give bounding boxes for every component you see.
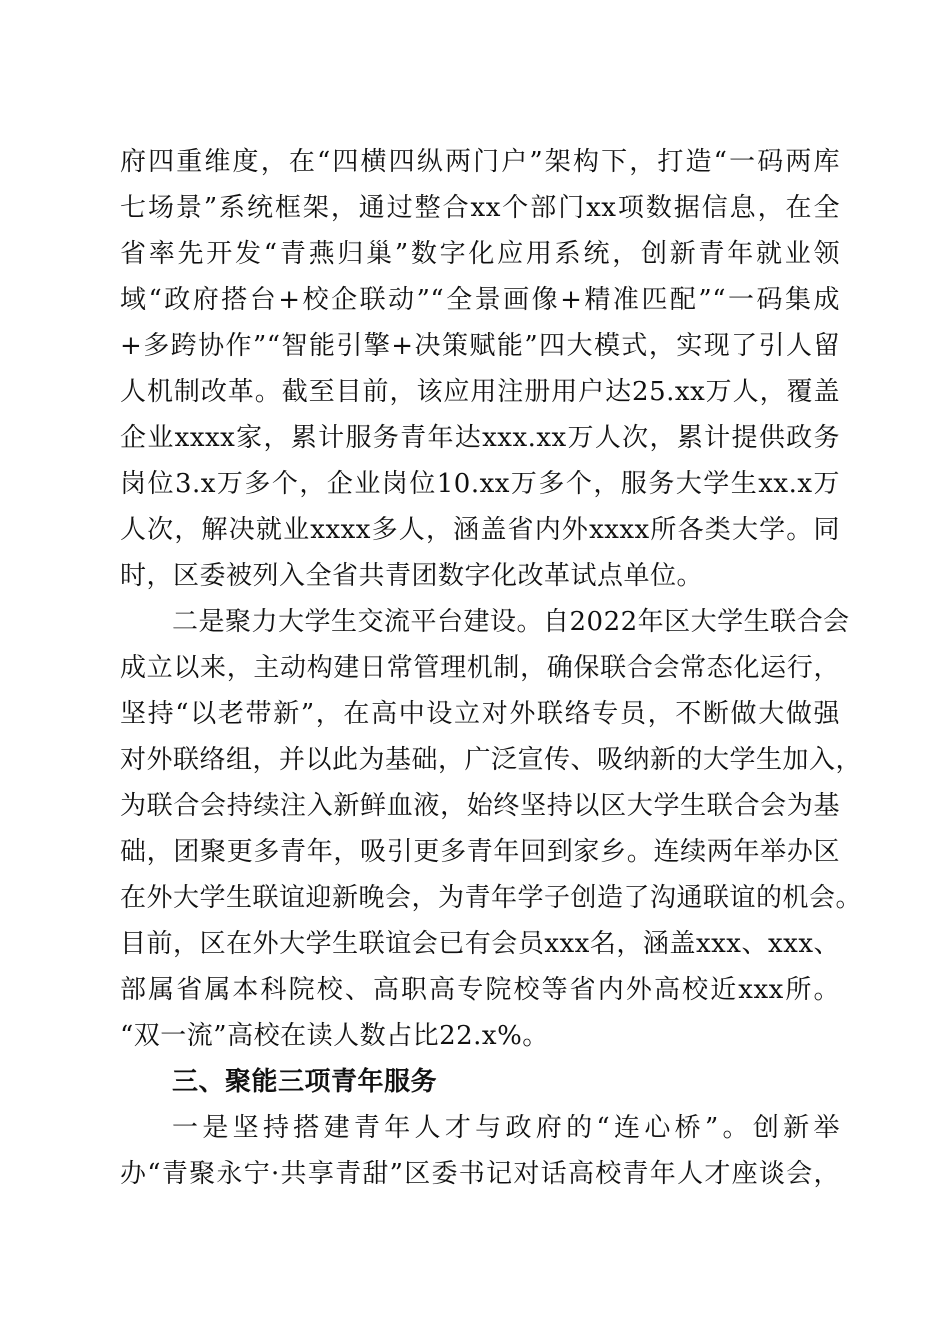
paragraph-line: 企业xxxx家，累计服务青年达xxx.xx万人次，累计提供政务 bbox=[120, 423, 840, 453]
paragraph-line: 人机制改革。截至目前，该应用注册用户达25.xx万人，覆盖 bbox=[120, 377, 840, 407]
paragraph-line: 七场景”系统框架，通过整合xx个部门xx项数据信息，在全 bbox=[120, 193, 840, 223]
paragraph-first-line: 二是聚力大学生交流平台建设。自2022年区大学生联合会 bbox=[172, 607, 850, 637]
paragraph-first-line: 一是坚持搭建青年人才与政府的“连心桥”。创新举 bbox=[172, 1113, 840, 1143]
paragraph-line: 府四重维度，在“四横四纵两门户”架构下，打造“一码两库 bbox=[120, 147, 840, 177]
paragraph-line: 成立以来，主动构建日常管理机制，确保联合会常态化运行， bbox=[120, 653, 840, 683]
paragraph-line: 础，团聚更多青年，吸引更多青年回到家乡。连续两年举办区 bbox=[120, 837, 840, 867]
paragraph-line: 部属省属本科院校、高职高专院校等省内外高校近xxx所。 bbox=[120, 975, 840, 1005]
paragraph-line: 办“青聚永宁·共享青甜”区委书记对话高校青年人才座谈会， bbox=[120, 1159, 840, 1189]
paragraph-line: 岗位3.x万多个，企业岗位10.xx万多个，服务大学生xx.x万 bbox=[120, 469, 840, 499]
paragraph-line: 省率先开发“青燕归巢”数字化应用系统，创新青年就业领 bbox=[120, 239, 840, 269]
paragraph-line: 为联合会持续注入新鲜血液，始终坚持以区大学生联合会为基 bbox=[120, 791, 840, 821]
paragraph-line: 时，区委被列入全省共青团数字化改革试点单位。 bbox=[120, 561, 704, 591]
paragraph-line: 目前，区在外大学生联谊会已有会员xxx名，涵盖xxx、xxx、 bbox=[120, 929, 840, 959]
paragraph-line: 域“政府搭台+校企联动”“全景画像+精准匹配”“一码集成 bbox=[120, 285, 840, 315]
paragraph-line: 坚持“以老带新”，在高中设立对外联络专员，不断做大做强 bbox=[120, 699, 840, 729]
paragraph-line: +多跨协作”“智能引擎+决策赋能”四大模式，实现了引人留 bbox=[120, 331, 840, 361]
paragraph-line: 对外联络组，并以此为基础，广泛宣传、吸纳新的大学生加入， bbox=[120, 745, 863, 775]
paragraph-line: 在外大学生联谊迎新晚会，为青年学子创造了沟通联谊的机会。 bbox=[120, 883, 863, 913]
paragraph-line: “双一流”高校在读人数占比22.x%。 bbox=[120, 1021, 549, 1051]
paragraph-line: 人次，解决就业xxxx多人，涵盖省内外xxxx所各类大学。同 bbox=[120, 515, 840, 545]
section-heading: 三、聚能三项青年服务 bbox=[172, 1067, 438, 1097]
